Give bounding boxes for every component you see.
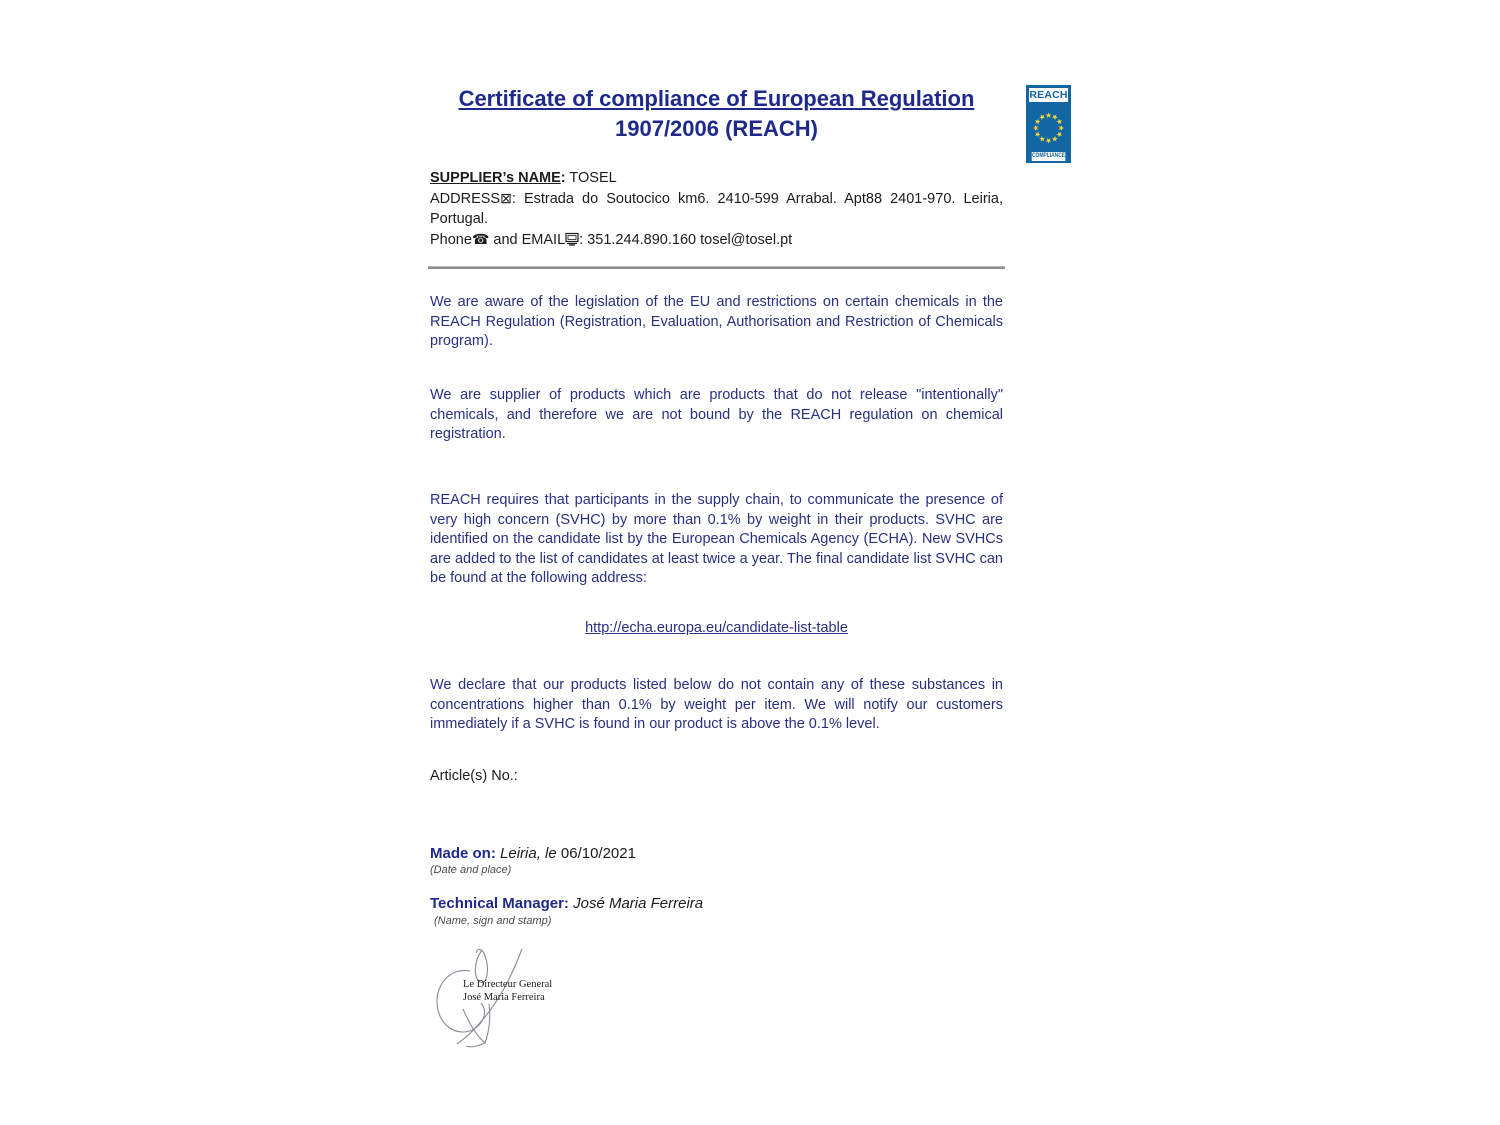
supplier-name-value: TOSEL bbox=[565, 170, 617, 186]
made-on-row bbox=[430, 845, 1003, 862]
page-title bbox=[430, 84, 1003, 144]
made-on-label: Made on: bbox=[430, 845, 496, 862]
technical-manager-row bbox=[430, 895, 1003, 912]
paragraph-reach-requirements: REACH requires that participants in the supply chain, to communicate the presence of very high concern (SVHC) by more than 0.1% by weight in their products. SVHC are identified on the candidate list by the European Chemicals Agency (ECHA). New SVHCs are added to the list of candidates at least twice a year. The final candidate list SVHC can be found at the following address: bbox=[430, 492, 1003, 586]
signature-stamp-line1: Le Directeur General bbox=[463, 979, 553, 990]
signature-stamp-line2: José Maria Ferreira bbox=[463, 992, 545, 1003]
date-place-note: (Date and place) bbox=[430, 864, 512, 876]
paragraph-supplier-statement: We are supplier of products which are products that do not release "intentionally" chemicals, and therefore we are not bound by the REACH regulation on chemical registration. bbox=[430, 387, 1003, 442]
compliance-logo-label: COMPLIANCE bbox=[1031, 153, 1066, 159]
email-label: and EMAIL bbox=[489, 232, 566, 248]
signature-stamp-text bbox=[463, 978, 552, 1004]
supplier-name-label: SUPPLIER’s NAME bbox=[430, 170, 561, 186]
paragraph-declaration: We declare that our products listed below do not contain any of these substances in concentrations higher than 0.1% by weight per item. We will notify our customers immediately if a SVHC is found in our product is above the 0.1% level. bbox=[430, 677, 1003, 732]
paragraph-awareness: We are aware of the legislation of the EU and restrictions on certain chemicals in the REACH Regulation (Registration, Evaluation, Authorisation and Restriction of Chemicals program). bbox=[430, 294, 1003, 349]
candidate-list-link[interactable]: http://echa.europa.eu/candidate-list-table bbox=[585, 620, 848, 636]
page-title-line1: Certificate of compliance of European Regulation bbox=[458, 86, 975, 111]
address-label: ADDRESS bbox=[430, 191, 501, 207]
made-on-date: 06/10/2021 bbox=[556, 845, 636, 862]
reach-logo-label: REACH bbox=[1029, 89, 1068, 101]
technical-manager-label: Technical Manager: bbox=[430, 895, 569, 912]
eu-stars-icon bbox=[1028, 103, 1069, 152]
phone-label: Phone bbox=[430, 232, 472, 248]
section-divider bbox=[428, 266, 1005, 269]
name-sign-stamp-note: (Name, sign and stamp) bbox=[434, 915, 552, 927]
candidate-list-link-row bbox=[430, 620, 1003, 636]
phone-icon: ☎ bbox=[471, 231, 490, 247]
reach-compliance-logo bbox=[1026, 85, 1071, 163]
supplier-name-colon: : bbox=[560, 170, 566, 186]
computer-icon bbox=[565, 232, 579, 252]
article-number-label: Article(s) No.: bbox=[430, 768, 518, 784]
contact-value: : 351.244.890.160 tosel@tosel.pt bbox=[579, 232, 793, 248]
envelope-icon: ⊠ bbox=[500, 190, 512, 206]
page-title-line2: 1907/2006 (REACH) bbox=[615, 116, 818, 141]
address-value: : Estrada do Soutocico km6. 2410-599 Arrabal. Apt88 2401-970. Leiria, Portugal. bbox=[430, 191, 1003, 227]
technical-manager-name: José Maria Ferreira bbox=[568, 895, 704, 912]
made-on-place: Leiria, le bbox=[495, 845, 557, 862]
signature-block bbox=[430, 945, 560, 1055]
supplier-block bbox=[430, 168, 1003, 252]
